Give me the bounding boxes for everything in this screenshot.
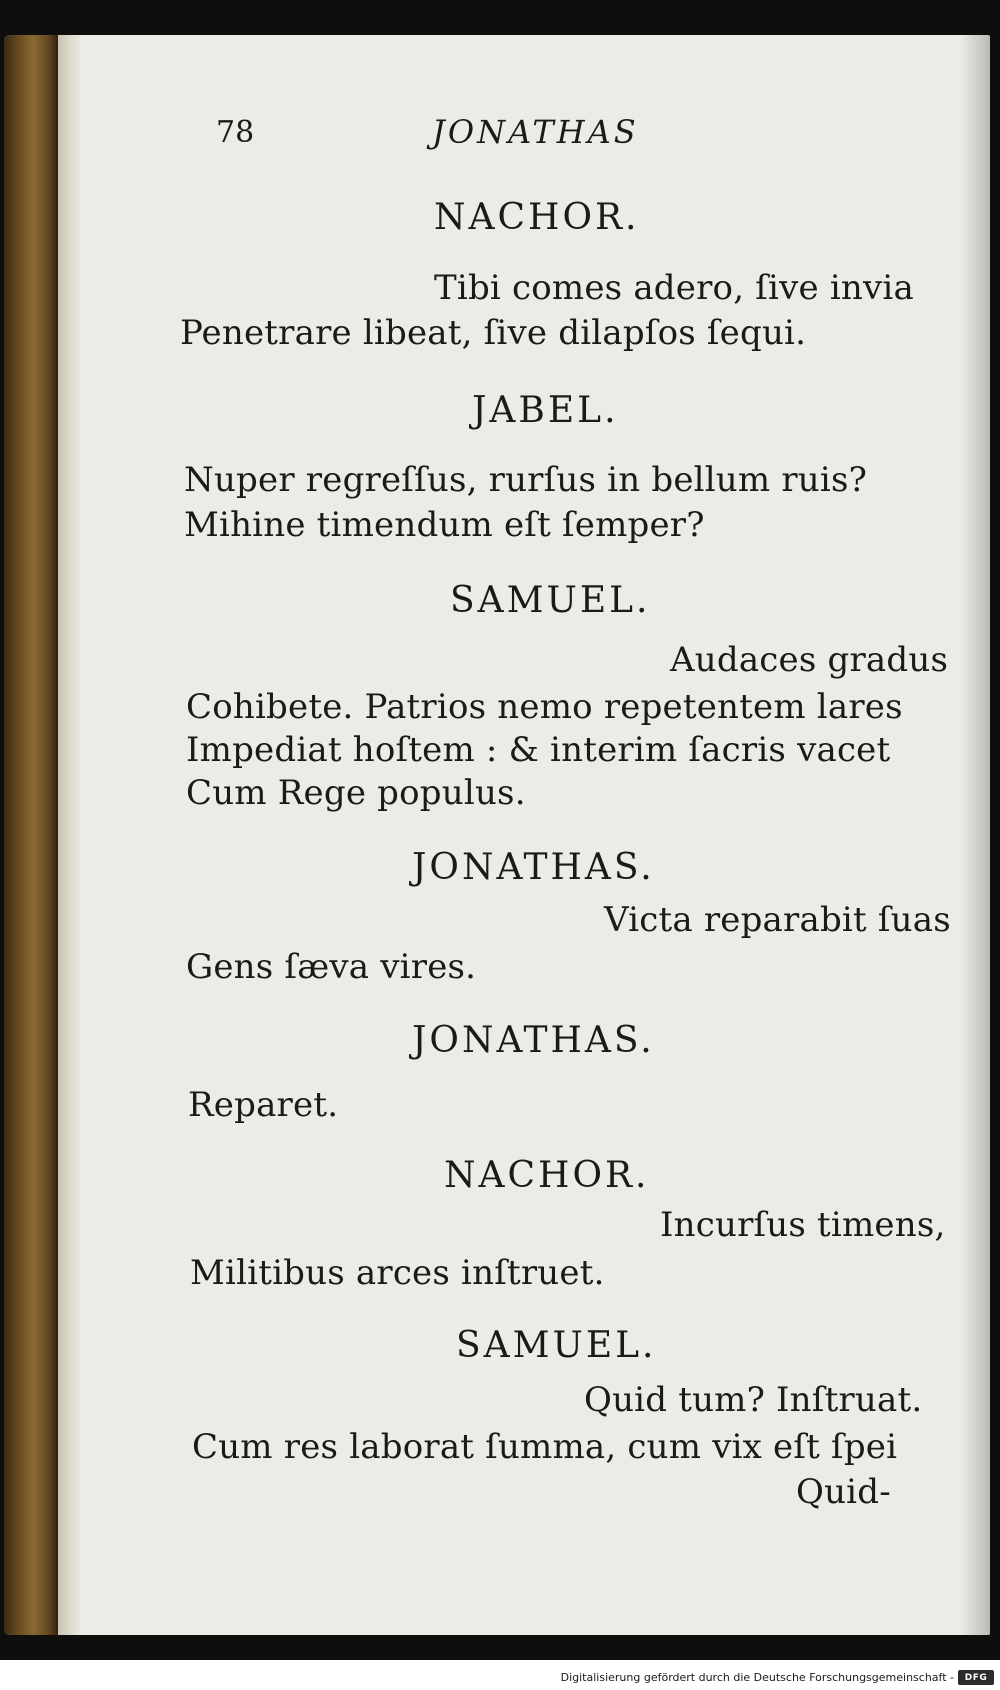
verse-line: Penetrare libeat, ſive dilapſos ſequi. — [180, 313, 807, 353]
verse-line: Militibus arces inſtruet. — [190, 1253, 605, 1293]
verse-line: Cohibete. Patrios nemo repetentem lares — [186, 687, 903, 727]
page-number: 78 — [216, 115, 255, 150]
verse-line: Quid tum? Inſtruat. — [584, 1380, 923, 1420]
verse-line: Victa reparabit ſuas — [604, 900, 951, 940]
book-spine — [4, 35, 58, 1635]
running-head: JONATHAS — [432, 113, 639, 151]
verse-line: Impediat hoſtem : & interim ſacris vacet — [186, 730, 891, 770]
verse-line: Gens ſæva vires. — [186, 947, 477, 987]
verse-line: Incurſus timens, — [660, 1205, 946, 1245]
speaker-nachor: NACHOR. — [444, 1155, 650, 1196]
speaker-jonathas: JONATHAS. — [412, 1020, 655, 1061]
book-page — [4, 35, 990, 1635]
speaker-jonathas: JONATHAS. — [412, 847, 655, 888]
verse-line: Audaces gradus — [670, 640, 949, 680]
verse-line: Tibi comes adero, ſive invia — [434, 268, 914, 308]
verse-line: Mihine timendum eſt ſemper? — [184, 505, 705, 545]
catchword: Quid- — [796, 1472, 891, 1512]
speaker-samuel: SAMUEL. — [450, 580, 651, 621]
page-edge — [58, 35, 80, 1635]
verse-line: Cum Rege populus. — [186, 773, 526, 813]
funding-credit: Digitalisierung gefördert durch die Deutsche Forschungsgemeinschaft - — [560, 1671, 954, 1684]
verse-line: Cum res laborat ſumma, cum vix eſt ſpei — [192, 1427, 898, 1467]
verse-line: Nuper regreſſus, rurſus in bellum ruis? — [184, 460, 868, 500]
speaker-samuel: SAMUEL. — [456, 1325, 657, 1366]
page-shadow — [960, 35, 990, 1635]
speaker-jabel: JABEL. — [472, 390, 619, 431]
dfg-logo: DFG — [958, 1670, 994, 1685]
verse-line: Reparet. — [188, 1085, 339, 1125]
speaker-nachor: NACHOR. — [434, 197, 640, 238]
digitization-footer — [0, 1660, 1000, 1690]
